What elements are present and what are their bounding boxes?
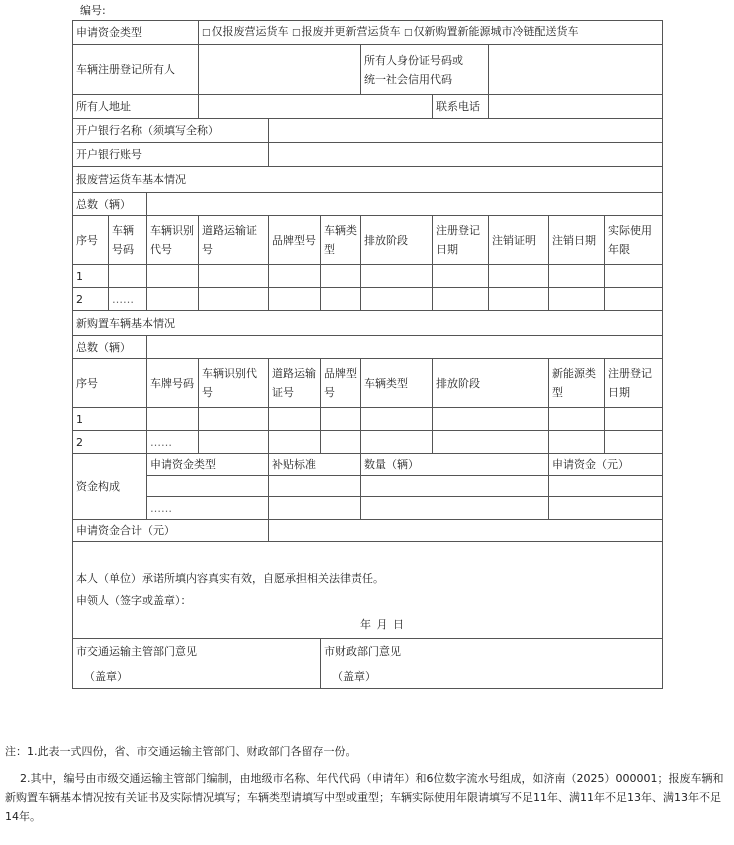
checkbox-icon: □ bbox=[292, 28, 301, 38]
transport-seal-label: （盖章） bbox=[84, 669, 128, 683]
scrap-total-field[interactable] bbox=[147, 193, 663, 216]
scrap-total-label: 总数（辆） bbox=[73, 193, 147, 216]
scrap-row-plate[interactable]: …… bbox=[109, 288, 147, 311]
scrap-header-brand-model: 品牌型号 bbox=[269, 216, 321, 265]
new-section-title: 新购置车辆基本情况 bbox=[73, 311, 663, 336]
application-form-table bbox=[72, 20, 663, 689]
apply-option-scrap-only[interactable]: □仅报废营运货车 bbox=[202, 25, 289, 38]
scrap-header-vehicle-type: 车辆类型 bbox=[321, 216, 361, 265]
new-header-emission: 排放阶段 bbox=[433, 359, 549, 408]
scrap-header-reg-date: 注册登记日期 bbox=[433, 216, 489, 265]
apply-option-scrap-and-renew[interactable]: □报废并更新营运货车 bbox=[292, 25, 401, 38]
fund-row-ellipsis[interactable]: …… bbox=[147, 497, 269, 520]
new-row-no: 2 bbox=[73, 431, 147, 454]
new-header-brand-model: 品牌型号 bbox=[321, 359, 361, 408]
pledge-text: 本人（单位）承诺所填内容真实有效，自愿承担相关法律责任。 bbox=[76, 572, 384, 585]
apply-type-options bbox=[199, 21, 663, 45]
pledge-section bbox=[73, 542, 663, 639]
scrap-header-vin: 车辆识别代号 bbox=[147, 216, 199, 265]
new-row-no: 1 bbox=[73, 408, 147, 431]
new-header-transport-cert: 道路运输证号 bbox=[269, 359, 321, 408]
owner-label: 车辆注册登记所有人 bbox=[73, 45, 199, 95]
checkbox-icon: □ bbox=[202, 28, 211, 38]
apply-type-label: 申请资金类型 bbox=[73, 21, 199, 45]
note-2: 2.其中，编号由市级交通运输主管部门编制，由地级市名称、年代代码（申请年）和6位数字流水号组成，如济南（2025）000001；报废车辆和新购置车辆基本情况按有关证书及实际情况填写；车辆类型请填写中型或重型；车辆实际使用年限请填写不足11年、满11年不足13年、满13年不足14年。 bbox=[5, 772, 724, 823]
bank-account-label: 开户银行账号 bbox=[73, 143, 269, 167]
new-row-plate[interactable] bbox=[147, 408, 199, 431]
new-total-field[interactable] bbox=[147, 336, 663, 359]
scrap-header-transport-cert: 道路运输证号 bbox=[199, 216, 269, 265]
checkbox-icon: □ bbox=[404, 28, 413, 38]
note-1: 注：1.此表一式四份，省、市交通运输主管部门、财政部门各留存一份。 bbox=[5, 745, 357, 758]
fund-header-quantity: 数量（辆） bbox=[361, 454, 549, 476]
transport-opinion-label: 市交通运输主管部门意见 bbox=[76, 644, 197, 658]
new-header-plate: 车牌号码 bbox=[147, 359, 199, 408]
serial-number-label: 编号: bbox=[80, 4, 106, 17]
table-row bbox=[73, 408, 663, 431]
bank-account-field[interactable] bbox=[269, 143, 663, 167]
new-header-vehicle-type: 车辆类型 bbox=[361, 359, 433, 408]
new-header-energy-type: 新能源类型 bbox=[549, 359, 605, 408]
phone-field[interactable] bbox=[489, 95, 663, 119]
table-row bbox=[73, 476, 663, 497]
finance-opinion-label: 市财政部门意见 bbox=[324, 644, 402, 658]
table-row bbox=[73, 265, 663, 288]
address-label: 所有人地址 bbox=[73, 95, 199, 119]
new-row-plate[interactable]: …… bbox=[147, 431, 199, 454]
fund-total-field[interactable] bbox=[269, 520, 663, 542]
bank-name-label: 开户银行名称（须填写全称） bbox=[73, 119, 269, 143]
scrap-header-years-used: 实际使用年限 bbox=[605, 216, 663, 265]
apply-option-new-ev-cold-chain[interactable]: □仅新购置新能源城市冷链配送货车 bbox=[404, 25, 579, 38]
table-row bbox=[73, 288, 663, 311]
new-header-vin: 车辆识别代号 bbox=[199, 359, 269, 408]
scrap-row-no: 2 bbox=[73, 288, 109, 311]
table-row bbox=[73, 497, 663, 520]
scrap-header-emission: 排放阶段 bbox=[361, 216, 433, 265]
scrap-header-cancel-date: 注销日期 bbox=[549, 216, 605, 265]
phone-label: 联系电话 bbox=[433, 95, 489, 119]
fund-header-type: 申请资金类型 bbox=[147, 454, 269, 476]
finance-seal-label: （盖章） bbox=[332, 669, 377, 683]
scrap-header-cancel-cert: 注销证明 bbox=[489, 216, 549, 265]
claimant-signature-label: 申领人（签字或盖章）： bbox=[76, 594, 192, 607]
transport-opinion-cell[interactable] bbox=[73, 639, 321, 689]
scrap-section-title: 报废营运货车基本情况 bbox=[73, 167, 663, 193]
notes bbox=[5, 742, 729, 826]
finance-opinion-cell[interactable] bbox=[321, 639, 663, 689]
owner-field[interactable] bbox=[199, 45, 361, 95]
scrap-header-no: 序号 bbox=[73, 216, 109, 265]
id-code-label: 所有人身份证号码或 统一社会信用代码 bbox=[361, 45, 489, 95]
scrap-header-plate: 车辆号码 bbox=[109, 216, 147, 265]
bank-name-field[interactable] bbox=[269, 119, 663, 143]
new-total-label: 总数（辆） bbox=[73, 336, 147, 359]
address-field[interactable] bbox=[199, 95, 433, 119]
id-code-field[interactable] bbox=[489, 45, 663, 95]
fund-total-label: 申请资金合计（元） bbox=[73, 520, 269, 542]
scrap-row-no: 1 bbox=[73, 265, 109, 288]
table-row bbox=[73, 431, 663, 454]
scrap-row-plate[interactable] bbox=[109, 265, 147, 288]
new-header-reg-date: 注册登记日期 bbox=[605, 359, 663, 408]
fund-header-standard: 补贴标准 bbox=[269, 454, 361, 476]
fund-composition-label: 资金构成 bbox=[73, 454, 147, 520]
fund-header-amount: 申请资金（元） bbox=[549, 454, 663, 476]
signature-date: 年 月 日 bbox=[360, 618, 406, 631]
new-header-no: 序号 bbox=[73, 359, 147, 408]
